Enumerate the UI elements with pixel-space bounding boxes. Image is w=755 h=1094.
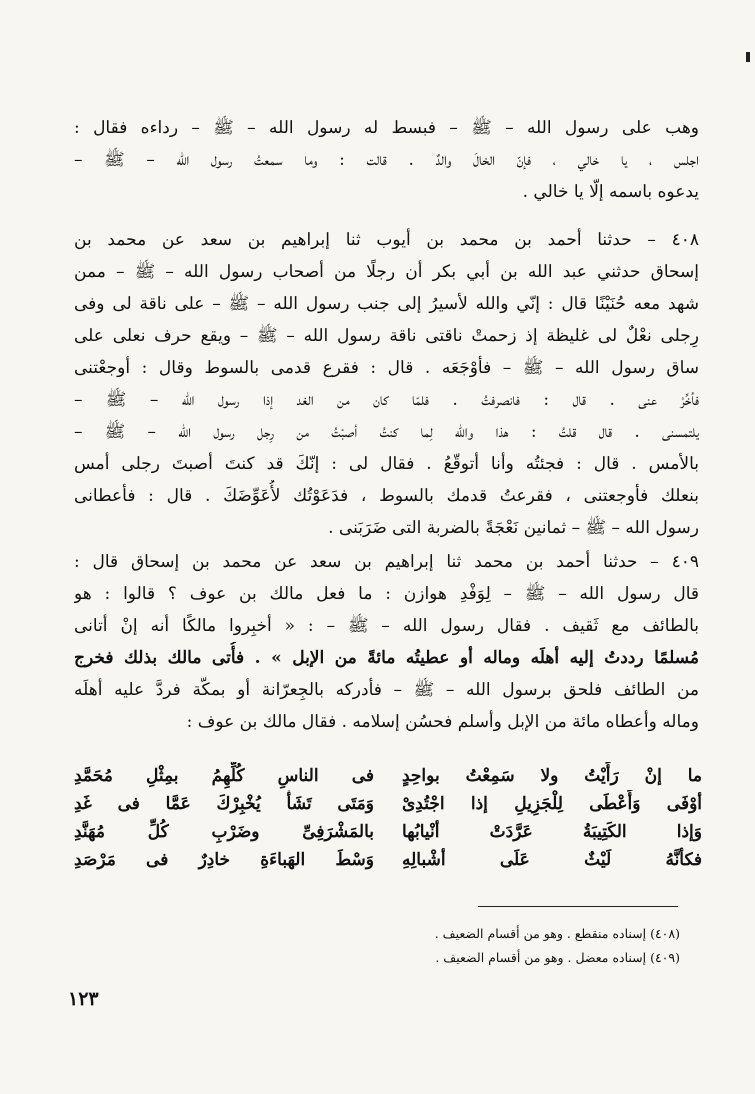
text-line: مُسلمًا رددتُ إليه أهلَه وماله أو عطيتُه مائةً من الإبل » . فأُتى مالك بذلك فخرج	[74, 648, 699, 668]
text-line: رِجلى نعْلٌ لى غليظة إذ زحمتْ ناقتى ناقة رسول الله – ﷺ – ويقع حرف نعلى على	[74, 326, 699, 346]
poem-verse	[74, 846, 702, 874]
text-line: ٤٠٨ – حدثنا أحمد بن محمد بن أيوب ثنا إبراهيم بن سعد عن محمد بن	[74, 230, 699, 250]
text-line: ٤٠٩ – حدثنا أحمد بن محمد ثنا إبراهيم بن سعد عن محمد بن إسحاق قال :	[74, 552, 699, 572]
text-line: يلتمسنى . قال قلتُ : هذا والله لِما كنتُ أصبْتُ من رِجل رسول الله – ﷺ –	[74, 422, 699, 442]
page-number: ١٢٣	[68, 988, 99, 1010]
verse-second-hemistich: وَمَتَى تَشَأْ يُخْبِرْكَ عَمَّا فى غَدِ	[74, 794, 374, 814]
text-line: شهد معه حُنَيْنًا قال : إنّي والله لأسيرُ إلى جنب رسول الله – ﷺ – على ناقة لى وفى	[74, 294, 699, 314]
verse-first-hemistich: وَإذا الكَتِيبَةُ عَرَّدَتْ أنْيابُها	[402, 822, 702, 842]
verse-first-hemistich: أوْفَى وَأَعْطَى لِلْجَزِيلِ إذا اجْتُدِىْ	[402, 794, 702, 814]
poem-verse	[74, 762, 702, 790]
text-line: بالطائف مع ثَقيف . فقال رسول الله – ﷺ – : « أخبِروا مالكًا أنه إنْ أتانى	[74, 616, 699, 636]
margin-mark	[746, 52, 750, 62]
poem-verse	[74, 818, 702, 846]
footnote: (٤٠٨) إسناده منقطع . وهو من أقسام الضعيف .	[434, 926, 680, 941]
verse-second-hemistich: بالمَشْرَفِىِّ وضَرْبِ كُلِّ مُهَنَّدِ	[74, 822, 374, 842]
footnotes	[200, 922, 680, 970]
paragraph-continuation	[74, 112, 699, 208]
poem	[74, 762, 702, 874]
hadith-409	[74, 546, 699, 738]
text-line: وماله وأعطاه مائة من الإبل وأسلم فحسُن إسلامه . فقال مالك بن عوف :	[186, 712, 699, 732]
poem-verse	[74, 790, 702, 818]
footnote-divider	[478, 906, 678, 907]
text-line: من الطائف فلحق برسول الله – ﷺ – فأدركه بالجِعرّانة أو بمكّة فردَّ عليه أهلَه	[74, 680, 699, 700]
text-line: بالأمس . قال : فجئتُه وأنا أتوقّعُ . فقال لى : إنّكَ قد كنتَ أصبتَ رجلى أمس	[74, 454, 699, 474]
footnote: (٤٠٩) إسناده معضل . وهو من أقسام الضعيف .	[435, 950, 680, 965]
text-line: قال رسول الله – ﷺ – لِوَفْدِ هوازن : ما فعل مالك بن عوف ؟ قالوا : هو	[74, 584, 699, 604]
text-line: فأخِّرْ عنى . قال : فانصرفتُ . فلمّا كان من الغد إذا رسول الله – ﷺ –	[74, 390, 699, 410]
verse-second-hemistich: وَسْطَ الهَباءَةِ خادِرٌ فى مَرْصَدِ	[74, 850, 374, 870]
text-line: رسول الله – ﷺ – ثمانين نَعْجَةً بالضربة التى ضَرَبَنى .	[328, 518, 699, 538]
text-line: بنعلك فأوجعتنى ، فقرعتُ قدمك بالسوط ، فدَعَوْتُك لأُعَوِّضَكَ . قال : فأعطانى	[74, 486, 699, 506]
verse-first-hemistich: ما إنْ رَأَيْتُ ولا سَمِعْتُ بواحِدٍ	[402, 766, 702, 786]
text-line: يدعوه باسمه إلّا يا خالي .	[522, 182, 699, 202]
verse-first-hemistich: فكأنَّهُ لَيْثٌ عَلَى أشْبالِهِ	[402, 850, 702, 870]
hadith-408	[74, 224, 699, 544]
text-line: اجلس ، يا خالي ، فإنّ الخالَ والدٌ . قالت : وما سمعتُ رسول الله – ﷺ –	[74, 150, 699, 170]
verse-second-hemistich: فى الناسِ كُلِّهِمُ بمِثْلِ مُحَمَّدِ	[74, 766, 374, 786]
text-line: إسحاق حدثني عبد الله بن أبي بكر أن رجلًا من أصحاب رسول الله – ﷺ – ممن	[74, 262, 699, 282]
text-line: ساق رسول الله – ﷺ – فأوْجَعَه . قال : فقرع قدمى بالسوط وقال : أوجعْتنى	[74, 358, 699, 378]
text-line: وهب على رسول الله – ﷺ – فبسط له رسول الله – ﷺ – رداءه فقال :	[74, 118, 699, 138]
